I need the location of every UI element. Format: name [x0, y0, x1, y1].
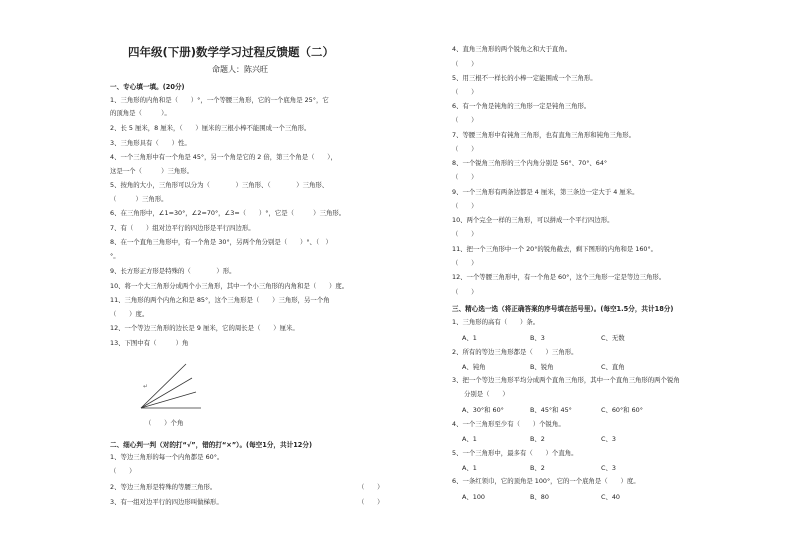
- s2-line: 9、一个三角形有两条边都是 4 厘米，第三条边一定大于 4 厘米。: [452, 188, 639, 196]
- answer-bracket[interactable]: （ ）: [358, 498, 384, 506]
- answer-bracket[interactable]: （ ）: [452, 145, 478, 153]
- answer-bracket[interactable]: （ ）: [452, 88, 478, 96]
- s2-line: 5、用三根不一样长的小棒一定能围成一个三角形。: [452, 74, 597, 82]
- s1-line: 11、三角形的两个内角之和是 85°，这个三角形是（ ）三角形，另一个角: [110, 296, 330, 304]
- s1-line: 12、一个等边三角形的边长是 9 厘米，它的周长是（ ）厘米。: [110, 324, 299, 332]
- s2-line: 12、一个等腰三角形中，有一个角是 60°，这个三角形一定是等边三角形。: [452, 273, 666, 281]
- option-b[interactable]: B、80: [530, 493, 549, 501]
- s1-line: 8、在一个直角三角形中，有一个角是 30°，另两个角分别是（ ）°、（ ）: [110, 238, 332, 246]
- s1-line: 9、长方形正方形是特殊的（ ）形。: [110, 267, 236, 275]
- s1-line: 13、下图中有（ ）角: [110, 339, 189, 347]
- option-a[interactable]: A、1: [462, 334, 477, 342]
- option-c[interactable]: C、无数: [601, 334, 625, 342]
- answer-bracket[interactable]: （ ）: [452, 230, 478, 238]
- figure-mark: ↵: [143, 383, 149, 390]
- s2-line: 6、有一个角是钝角的三角形一定是钝角三角形。: [452, 102, 591, 110]
- s1-line: 2、长 5 厘米，8 厘米，（ ）厘米的三根小棒不能围成一个三角形。: [110, 124, 311, 132]
- s1-line: 4、一个三角形中有一个角是 45°，另一个角是它的 2 倍，第三个角是（ ），: [110, 153, 337, 161]
- s2-line: （ ）: [110, 467, 136, 475]
- s3-question: 1、三角形的高有（ ）条。: [452, 318, 540, 326]
- s3-question: 6、一条红领巾，它的顶角是 100°，它的一个底角是（ ）度。: [452, 477, 640, 485]
- s3-question: 4、一个三角形至少有（ ）个锐角。: [452, 420, 565, 428]
- s2-line: 10、两个完全一样的三角形，可以拼成一个平行四边形。: [452, 216, 614, 224]
- s2-line: 2、等边三角形是特殊的等腰三角形。: [110, 483, 217, 491]
- s3-question: 3、把一个等边三角形平均分成两个直角三角形，其中一个直角三角形的两个锐角: [452, 376, 680, 384]
- s1-line: 1、三角形的内角和是（ ）°，一个等腰三角形，它的一个底角是 25°，它: [110, 96, 329, 104]
- option-c[interactable]: C、3: [601, 464, 616, 472]
- option-a[interactable]: A、30°和 60°: [462, 406, 504, 414]
- s2-line: 1、等边三角形的每一个内角都是 60°。: [110, 453, 224, 461]
- option-b[interactable]: B、锐角: [530, 363, 554, 371]
- s3-question: 5、一个三角形中，最多有（ ）个直角。: [452, 449, 578, 457]
- s1-line: 3、三角形具有（ ）性。: [110, 139, 191, 147]
- s1-line: 这是一个（ ）三角形。: [110, 167, 194, 175]
- option-c[interactable]: C、直角: [601, 363, 625, 371]
- answer-bracket[interactable]: （ ）: [452, 202, 478, 210]
- option-c[interactable]: C、60°和 60°: [601, 406, 643, 414]
- s2-line: 8、一个锐角三角形的三个内角分别是 56°、70°、64°: [452, 159, 608, 167]
- s2-line: 4、直角三角形的两个锐角之和大于直角。: [452, 45, 572, 53]
- option-a[interactable]: A、1: [462, 435, 477, 443]
- option-c[interactable]: C、40: [601, 493, 620, 501]
- s1-line: 7、有（ ）组对边平行的四边形是平行四边形。: [110, 224, 255, 232]
- section2-heading: 二、细心判一判（对的打“√”，错的打“×”）。(每空1分，共计12分): [110, 441, 312, 449]
- angle-rays-figure: [124, 358, 204, 418]
- author-line: 命题人：陈兴旺: [212, 65, 268, 74]
- s1-line: 的顶角是（ ）。: [110, 109, 171, 117]
- answer-bracket[interactable]: （ ）: [452, 173, 478, 181]
- s1-line: 6、在三角形中，∠1=30°，∠2=70°，∠3=（ ）°，它是（ ）三角形。: [110, 209, 346, 217]
- section1-heading: 一、专心填一填。(20分): [110, 83, 185, 91]
- option-a[interactable]: A、1: [462, 464, 477, 472]
- s1-line: 10、将一个大三角形分成两个小三角形，其中一个小三角形的内角和是（ ）度。: [110, 282, 349, 290]
- answer-bracket[interactable]: （ ）: [452, 116, 478, 124]
- answer-bracket[interactable]: （ ）: [452, 259, 478, 267]
- s1-line: 5、按角的大小，三角形可以分为（ ）三角形、（ ）三角形、: [110, 181, 329, 189]
- option-b[interactable]: B、3: [530, 334, 545, 342]
- section3-heading: 三、精心选一选（将正确答案的序号填在括号里）。(每空1.5分，共计18分): [452, 305, 674, 313]
- s1-line: （ ）度。: [110, 310, 149, 318]
- s2-line: 3、有一组对边平行的四边形叫做梯形。: [110, 498, 223, 506]
- option-b[interactable]: B、45°和 45°: [530, 406, 572, 414]
- option-c[interactable]: C、3: [601, 435, 616, 443]
- option-b[interactable]: B、2: [530, 464, 545, 472]
- answer-bracket[interactable]: （ ）: [452, 288, 478, 296]
- s1-line: °。: [110, 252, 120, 260]
- figure-caption: （ ）个角: [145, 419, 184, 427]
- s2-line: 7、等腰三角形中有钝角三角形，也有直角三角形和钝角三角形。: [452, 131, 636, 139]
- s3-question: 2、所有的等边三角形都是（ ）三角形。: [452, 348, 578, 356]
- s2-line: 11、把一个三角形中一个 20°的锐角截去，剩下图形的内角和是 160°。: [452, 245, 658, 253]
- answer-bracket[interactable]: （ ）: [358, 483, 384, 491]
- option-a[interactable]: A、100: [462, 493, 485, 501]
- option-a[interactable]: A、钝角: [462, 363, 486, 371]
- s1-line: （ ）三角形。: [110, 195, 168, 203]
- option-b[interactable]: B、2: [530, 435, 545, 443]
- s3-question-cont: 分别是（ ）: [464, 390, 509, 398]
- answer-bracket[interactable]: （ ）: [452, 60, 478, 68]
- page-title: 四年级(下册)数学学习过程反馈题（二）: [128, 45, 335, 59]
- ray: [141, 378, 192, 408]
